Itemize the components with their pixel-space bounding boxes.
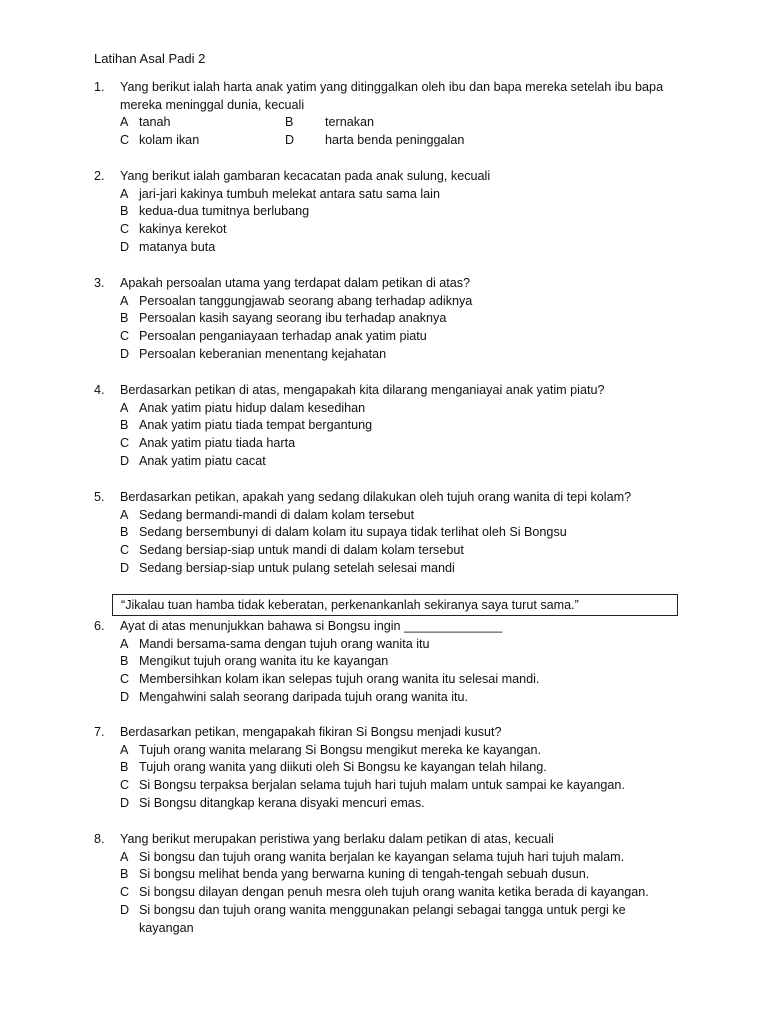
option-text: Si bongsu dan tujuh orang wanita berjalan ke kayangan selama tujuh hari tujuh malam. [139,849,625,864]
option-text: Sedang bersiap-siap untuk pulang setelah selesai mandi [139,560,455,575]
option-letter: A [120,115,129,130]
question-number: 7. [94,725,105,739]
option-d [120,346,676,364]
question-1 [0,79,768,150]
option-a [120,507,676,525]
option-letter: B [120,760,129,775]
option-d [120,795,676,813]
option-text: matanya buta [139,239,216,254]
option-letter: D [120,902,130,917]
option-letter: A [120,507,129,522]
question-2 [0,168,768,257]
question-number: 8. [94,832,105,846]
option-letter: B [120,311,129,326]
option-text: Sedang bermandi-mandi di dalam kolam tersebut [139,507,415,522]
option-letter: C [120,329,130,344]
option-d [120,560,676,578]
option-c [120,221,676,239]
option-letter: D [120,560,130,575]
option-text: Persoalan penganiayaan terhadap anak yatim piatu [139,329,427,344]
option-letter: B [285,115,294,130]
question-number: 3. [94,276,105,290]
option-d [120,239,676,257]
option-text: Tujuh orang wanita melarang Si Bongsu mengikut mereka ke kayangan. [139,742,542,757]
option-letter: A [120,400,129,415]
option-text: ternakan [325,115,375,130]
option-a [120,636,676,654]
option-c [120,542,676,560]
option-letter: B [120,867,129,882]
question-number: 2. [94,169,105,183]
option-letter: D [285,133,295,148]
option-text: Membersihkan kolam ikan selepas tujuh orang wanita itu selesai mandi. [139,672,540,687]
option-letter: A [120,742,129,757]
question-text: Apakah persoalan utama yang terdapat dalam petikan di atas? [120,276,471,290]
option-d [120,453,676,471]
option-letter: D [120,689,130,704]
option-text: Persoalan keberanian menentang kejahatan [139,346,387,361]
option-text: kedua-dua tumitnya berlubang [139,204,310,219]
question-8 [0,831,768,937]
question-7 [0,724,768,813]
question-5 [0,489,768,578]
question-3 [0,275,768,364]
option-text: Si bongsu melihat benda yang berwarna kuning di tengah-tengah sebuah dusun. [139,867,590,882]
option-text: Sedang bersiap-siap untuk mandi di dalam kolam tersebut [139,543,464,558]
option-text: Tujuh orang wanita yang diikuti oleh Si Bongsu ke kayangan telah hilang. [139,760,547,775]
option-b [120,866,676,884]
option-letter: D [120,346,130,361]
question-number: 4. [94,383,105,397]
option-text: Anak yatim piatu tiada harta [139,436,296,451]
option-letter: C [120,672,130,687]
option-a [120,186,676,204]
option-letter: A [120,186,129,201]
option-text: kolam ikan [139,133,200,148]
question-text: Ayat di atas menunjukkan bahawa si Bongsu ingin ______________ [120,619,503,633]
option-text: Mandi bersama-sama dengan tujuh orang wanita itu [139,636,430,651]
option-letter: B [120,418,129,433]
option-text: kakinya kerekot [139,222,227,237]
question-text: Berdasarkan petikan, apakah yang sedang dilakukan oleh tujuh orang wanita di tepi kolam? [120,490,632,504]
option-a [120,400,676,418]
option-letter: D [120,239,130,254]
option-text: Persoalan kasih sayang seorang ibu terhadap anaknya [139,311,447,326]
options-grid [120,114,768,149]
question-6 [0,618,768,707]
option-letter: C [120,543,130,558]
option-letter: C [120,436,130,451]
option-d [120,902,676,937]
option-text: jari-jari kakinya tumbuh melekat antara satu sama lain [139,186,440,201]
option-b [120,310,676,328]
option-text: Mengikut tujuh orang wanita itu ke kayangan [139,654,389,669]
question-text: Yang berikut ialah harta anak yatim yang ditinggalkan oleh ibu dan bapa mereka setelah ibu bapa mereka meninggal dunia, kecuali [120,80,664,112]
option-c [120,671,676,689]
option-text: Anak yatim piatu tiada tempat bergantung [139,418,373,433]
option-c [120,435,676,453]
option-letter: A [120,636,129,651]
option-text: Mengahwini salah seorang daripada tujuh orang wanita itu. [139,689,469,704]
option-letter: D [120,795,130,810]
option-a [120,742,676,760]
option-text: Persoalan tanggungjawab seorang abang terhadap adiknya [139,293,473,308]
option-text: Anak yatim piatu cacat [139,453,266,468]
option-b [120,417,676,435]
option-text: Sedang bersembunyi di dalam kolam itu supaya tidak terlihat oleh Si Bongsu [139,525,567,540]
option-letter: A [120,293,129,308]
option-c [120,777,676,795]
question-number: 5. [94,490,105,504]
question-text: Berdasarkan petikan, mengapakah fikiran Si Bongsu menjadi kusut? [120,725,502,739]
question-4 [0,382,768,471]
question-text: Yang berikut ialah gambaran kecacatan pada anak sulung, kecuali [120,169,491,183]
option-letter: B [120,204,129,219]
question-number: 1. [94,80,105,94]
option-text: Si bongsu dan tujuh orang wanita menggunakan pelangi sebagai tangga untuk pergi ke kayangan [139,902,626,935]
option-letter: D [120,453,130,468]
option-d [120,689,676,707]
quote-box: “Jikalau tuan hamba tidak keberatan, perkenankanlah sekiranya saya turut sama.” [112,594,678,616]
option-letter: A [120,849,129,864]
option-a [120,849,676,867]
option-c [120,328,676,346]
option-b [120,759,676,777]
option-text: Si bongsu dilayan dengan penuh mesra oleh tujuh orang wanita ketika berada di kayangan. [139,885,649,900]
question-text: Yang berikut merupakan peristiwa yang berlaku dalam petikan di atas, kecuali [120,832,554,846]
option-text: Anak yatim piatu hidup dalam kesedihan [139,400,366,415]
option-letter: C [120,133,130,148]
option-letter: B [120,654,129,669]
option-letter: C [120,885,130,900]
question-text: Berdasarkan petikan di atas, mengapakah kita dilarang menganiayai anak yatim piatu? [120,383,605,397]
option-text: Si Bongsu ditangkap kerana disyaki mencuri emas. [139,795,425,810]
option-text: Si Bongsu terpaksa berjalan selama tujuh hari tujuh malam untuk sampai ke kayangan. [139,778,625,793]
option-letter: C [120,778,130,793]
option-c [120,884,676,902]
option-text: tanah [139,115,171,130]
page-title: Latihan Asal Padi 2 [94,51,206,66]
option-b [120,653,676,671]
option-letter: C [120,222,130,237]
option-b [120,203,676,221]
option-a [120,293,676,311]
option-letter: B [120,525,129,540]
option-text: harta benda peninggalan [325,133,465,148]
question-number: 6. [94,619,105,633]
option-b [120,524,676,542]
